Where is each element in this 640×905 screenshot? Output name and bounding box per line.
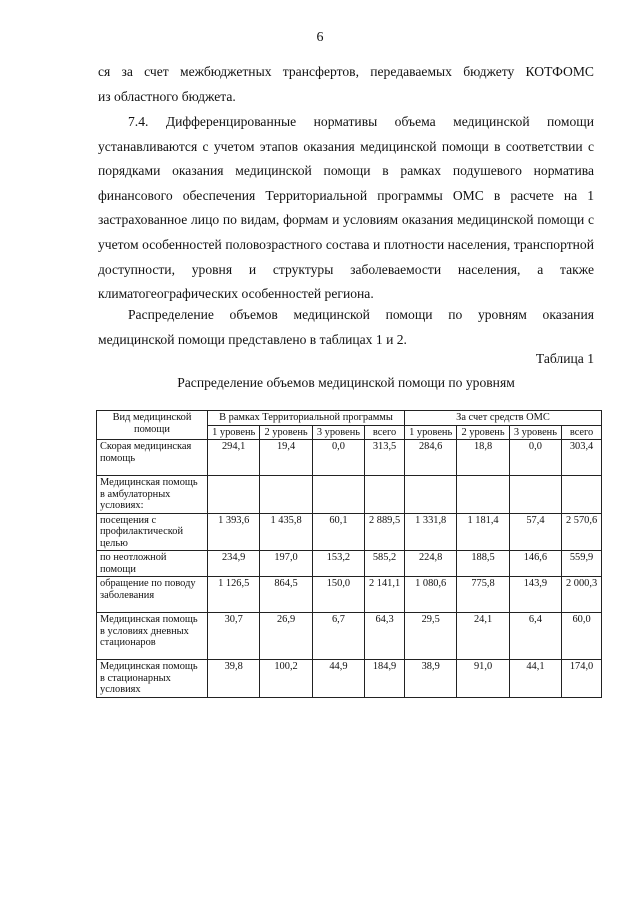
table-cell: 313,5 <box>365 440 405 476</box>
table-cell: 24,1 <box>457 613 509 660</box>
table-cell: 284,6 <box>404 440 456 476</box>
table-cell: 2 889,5 <box>365 513 405 551</box>
table-cell: 146,6 <box>509 551 561 577</box>
page-number: 6 <box>316 30 324 45</box>
subheader-cell: всего <box>365 425 405 440</box>
table-cell: 57,4 <box>509 513 561 551</box>
table-cell: 188,5 <box>457 551 509 577</box>
table-row <box>97 577 602 613</box>
table-cell: 2 000,3 <box>562 577 602 613</box>
table-row <box>97 513 602 551</box>
table-cell: 184,9 <box>365 660 405 698</box>
table-cell: 44,1 <box>509 660 561 698</box>
table-cell <box>365 476 405 514</box>
table-cell: 26,9 <box>260 613 312 660</box>
table-cell: 1 126,5 <box>208 577 260 613</box>
volumes-table <box>96 410 602 698</box>
subheader-cell: 3 уровень <box>312 425 364 440</box>
table-cell: 6,4 <box>509 613 561 660</box>
table-cell: 1 331,8 <box>404 513 456 551</box>
table-cell: 585,2 <box>365 551 405 577</box>
table-cell <box>509 476 561 514</box>
row-label: посещения с профилактической целью <box>97 513 208 551</box>
table-cell: 224,8 <box>404 551 456 577</box>
table-cell: 294,1 <box>208 440 260 476</box>
subheader-cell: 3 уровень <box>509 425 561 440</box>
table-cell: 2 570,6 <box>562 513 602 551</box>
table-cell: 775,8 <box>457 577 509 613</box>
table-cell: 44,9 <box>312 660 364 698</box>
row-label: по неотложной помощи <box>97 551 208 577</box>
table-cell: 38,9 <box>404 660 456 698</box>
subheader-cell: всего <box>562 425 602 440</box>
table-cell: 1 080,6 <box>404 577 456 613</box>
table-cell: 234,9 <box>208 551 260 577</box>
table-cell: 1 393,6 <box>208 513 260 551</box>
table-cell: 0,0 <box>312 440 364 476</box>
table-cell: 91,0 <box>457 660 509 698</box>
table-cell <box>208 476 260 514</box>
row-label: обращение по поводу заболевания <box>97 577 208 613</box>
table-cell: 60,1 <box>312 513 364 551</box>
table-cell: 100,2 <box>260 660 312 698</box>
table-cell: 2 141,1 <box>365 577 405 613</box>
paragraph-7-4: 7.4. Дифференцированные нормативы объема медицинской помощи устанавливаются с учетом этапов оказания медицинской помощи в соответствии с порядками оказания медицинской помощи в рамках подушевого норматива финансового обеспечения Территориальной программы ОМС в расчете на 1 застрахованное лицо по видам, формам и условиям оказания медицинской помощи с учетом особенностей половозрастного состава и плотности населения, транспортной доступности, уровня и структуры заболеваемости населения, а также климатогеографических особенностей региона. <box>98 114 594 302</box>
table-cell: 174,0 <box>562 660 602 698</box>
table-cell: 0,0 <box>509 440 561 476</box>
table-cell: 64,3 <box>365 613 405 660</box>
table-cell <box>404 476 456 514</box>
continuation-line-2: из областного бюджета. <box>98 88 236 104</box>
table-cell: 39,8 <box>208 660 260 698</box>
row-label: Медицинская помощь в стационарных условиях <box>97 660 208 698</box>
table-cell: 6,7 <box>312 613 364 660</box>
table-header-row <box>97 411 602 426</box>
subheader-cell: 2 уровень <box>260 425 312 440</box>
table-cell: 303,4 <box>562 440 602 476</box>
header-group-oms: За счет средств ОМС <box>404 411 601 426</box>
table-cell: 153,2 <box>312 551 364 577</box>
row-label: Медицинская помощь в условиях дневных стационаров <box>97 613 208 660</box>
table-cell: 60,0 <box>562 613 602 660</box>
table-row <box>97 613 602 660</box>
table-row <box>97 551 602 577</box>
continuation-paragraph <box>98 60 594 109</box>
row-label: Медицинская помощь в амбулаторных условиях: <box>97 476 208 514</box>
table-cell: 1 181,4 <box>457 513 509 551</box>
row-label: Скорая медицинская помощь <box>97 440 208 476</box>
table-row <box>97 476 602 514</box>
table-cell <box>562 476 602 514</box>
table-label: Таблица 1 <box>535 351 594 366</box>
table-cell <box>312 476 364 514</box>
table-row <box>97 440 602 476</box>
table-cell: 143,9 <box>509 577 561 613</box>
paragraph-distribution: Распределение объемов медицинской помощи по уровням оказания медицинской помощи представлено в таблицах 1 и 2. <box>98 307 594 347</box>
header-group-territorial: В рамках Территориальной программы <box>208 411 405 426</box>
table-cell: 864,5 <box>260 577 312 613</box>
table-cell: 18,8 <box>457 440 509 476</box>
table-cell: 29,5 <box>404 613 456 660</box>
subheader-cell: 2 уровень <box>457 425 509 440</box>
header-type: Вид медицинской помощи <box>97 411 208 440</box>
table-cell: 19,4 <box>260 440 312 476</box>
table-title: Распределение объемов медицинской помощи по уровням <box>177 375 515 390</box>
subheader-cell: 1 уровень <box>404 425 456 440</box>
table-cell <box>457 476 509 514</box>
table-cell: 30,7 <box>208 613 260 660</box>
subheader-cell: 1 уровень <box>208 425 260 440</box>
table-cell: 150,0 <box>312 577 364 613</box>
table-cell <box>260 476 312 514</box>
table-row <box>97 660 602 698</box>
table-cell: 1 435,8 <box>260 513 312 551</box>
table-cell: 559,9 <box>562 551 602 577</box>
table-cell: 197,0 <box>260 551 312 577</box>
continuation-line-1: ся за счет межбюджетных трансфертов, передаваемых бюджету КОТФОМС <box>98 64 594 79</box>
